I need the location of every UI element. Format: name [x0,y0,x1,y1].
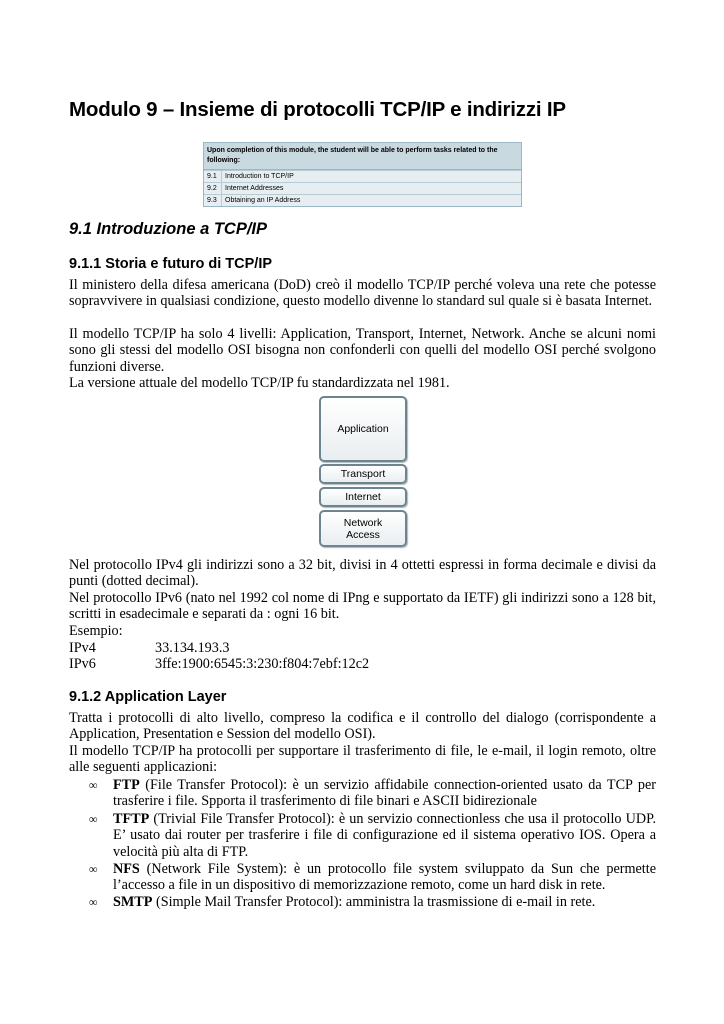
layer-application: Application [319,396,407,462]
example-value: 33.134.193.3 [155,640,230,656]
paragraph: La versione attuale del modello TCP/IP fu standardizzata nel 1981. [69,375,450,391]
example-name: IPv6 [69,656,96,672]
example-label: Esempio: [69,623,123,639]
protocol-term: TFTP [113,811,150,827]
objectives-table [203,142,522,207]
objective-text: Obtaining an IP Address [225,197,301,204]
section-heading-9-1-1: 9.1.1 Storia e futuro di TCP/IP [69,256,273,272]
protocol-term: FTP [113,777,140,793]
layer-transport: Transport [319,464,407,484]
protocol-description: (Network File System): è un protocollo file system sviluppato da Sun che permette l’accesso a file in un dispositivo di memorizzazione remoto, come un hard disk in rete. [113,861,656,894]
objective-text: Internet Addresses [225,185,284,192]
objective-number: 9.2 [204,183,222,194]
bullet-icon: ∞ [89,778,98,792]
objective-row [204,170,521,182]
protocol-description: (Trivial File Transfer Protocol): è un servizio connectionless che usa il protocollo UDP. E’ usato dai router per trasferire i file di configurazione ed il sistema operativo IOS. Opera a velocità più alta di FTP. [113,811,656,860]
objective-row [204,194,521,206]
protocol-term: NFS [113,861,140,877]
paragraph: Il ministero della difesa americana (DoD) creò il modello TCP/IP perché voleva una rete che potesse sopravvivere in qualsiasi condizione, questo modello divenne lo standard sul quale si è basata Internet. [69,277,656,310]
page-title: Modulo 9 – Insieme di protocolli TCP/IP e indirizzi IP [69,98,566,121]
protocol-term: SMTP [113,894,153,910]
bullet-icon: ∞ [89,862,98,876]
objective-number: 9.1 [204,171,222,182]
objective-row [204,182,521,194]
bullet-icon: ∞ [89,895,98,909]
paragraph: Il modello TCP/IP ha solo 4 livelli: Application, Transport, Internet, Network. Anche se alcuni nomi sono gli stessi del modello OSI bisogna non confonderli con quelli del modello OSI perché svolgono funzioni diverse. [69,326,656,375]
example-name: IPv4 [69,640,96,656]
paragraph: Nel protocollo IPv4 gli indirizzi sono a 32 bit, divisi in 4 ottetti espressi in forma decimale e divisi da punti (dotted decimal). [69,557,656,590]
protocol-description: (File Transfer Protocol): è un servizio affidabile connection-oriented usato da TCP per trasferire i file. Spporta il trasferimento di file binari e ASCII bidirezionale [113,777,656,810]
protocol-description: (Simple Mail Transfer Protocol): amministra la trasmissione di e-mail in rete. [152,894,596,910]
example-value: 3ffe:1900:6545:3:230:f804:7ebf:12c2 [155,656,370,672]
layer-internet: Internet [319,487,407,507]
section-heading-9-1-2: 9.1.2 Application Layer [69,689,227,705]
objective-number: 9.3 [204,195,222,206]
objective-text: Introduction to TCP/IP [225,173,294,180]
layer-network-access: Network Access [319,510,407,547]
paragraph: Il modello TCP/IP ha protocolli per supportare il trasferimento di file, le e-mail, il login remoto, oltre alle seguenti applicazioni: [69,743,656,776]
paragraph: Tratta i protocolli di alto livello, compreso la codifica e il controllo del dialogo (corrispondente a Application, Presentation e Session del modello OSI). [69,710,656,743]
objectives-header: Upon completion of this module, the student will be able to perform tasks related to the following: [204,143,521,170]
section-heading-9-1: 9.1 Introduzione a TCP/IP [69,220,268,238]
bullet-icon: ∞ [89,812,98,826]
paragraph: Nel protocollo IPv6 (nato nel 1992 col nome di IPng e supportato da IETF) gli indirizzi sono a 128 bit, scritti in esadecimale e separati da : ogni 16 bit. [69,590,656,623]
